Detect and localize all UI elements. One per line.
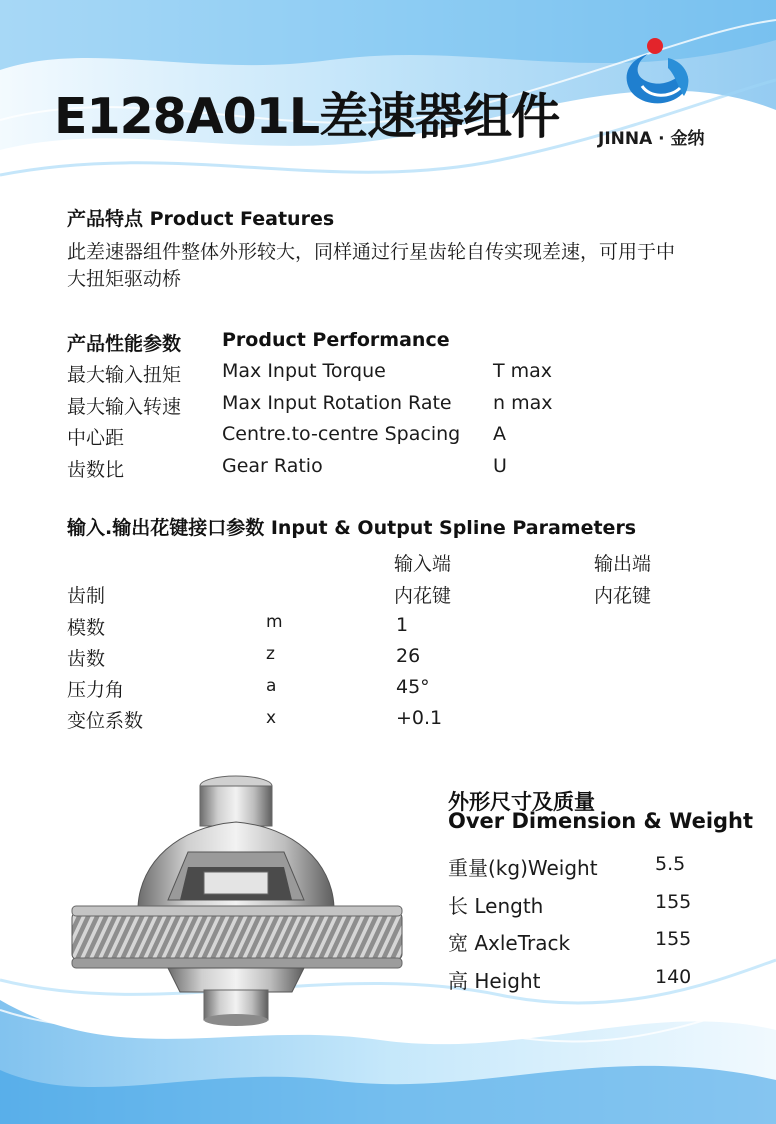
dimension-row-value: 155 bbox=[655, 891, 692, 913]
performance-row-symbol: U bbox=[493, 455, 507, 477]
spline-row-input: 45° bbox=[396, 676, 430, 698]
dimension-row-value: 5.5 bbox=[655, 853, 686, 875]
performance-row-symbol: T max bbox=[493, 360, 553, 382]
dimension-row-value: 140 bbox=[655, 966, 692, 988]
spline-row-input: 1 bbox=[396, 614, 409, 636]
dimension-row-label: 高 Height bbox=[448, 969, 541, 993]
features-heading: 产品特点 Product Features bbox=[67, 208, 335, 230]
spline-row-input: 26 bbox=[396, 645, 421, 667]
features-description-line-1: 此差速器组件整体外形较大，同样通过行星齿轮自传实现差速，可用于中 bbox=[67, 241, 676, 263]
spline-heading: 输入.输出花键接口参数 Input & Output Spline Parameters bbox=[67, 517, 637, 539]
dimension-row-label: 宽 AxleTrack bbox=[448, 931, 571, 955]
spline-row-symbol: a bbox=[266, 676, 277, 696]
performance-row-cn: 最大输入扭矩 bbox=[67, 364, 182, 386]
spline-row-output: 内花键 bbox=[594, 585, 652, 607]
spline-row-label: 齿制 bbox=[67, 585, 106, 607]
spline-row-symbol: x bbox=[266, 708, 277, 728]
spline-row-input: +0.1 bbox=[396, 707, 443, 729]
spline-row-label: 模数 bbox=[67, 617, 106, 639]
spline-row-input: 内花键 bbox=[394, 585, 452, 607]
dimension-row-value: 155 bbox=[655, 928, 692, 950]
spline-col-input: 输入端 bbox=[394, 553, 452, 575]
performance-row-en: Gear Ratio bbox=[222, 455, 323, 477]
performance-row-symbol: A bbox=[493, 423, 506, 445]
spline-row-label: 压力角 bbox=[67, 679, 125, 701]
performance-row-symbol: n max bbox=[493, 392, 553, 414]
spline-row-symbol: z bbox=[266, 644, 275, 664]
features-description-line-2: 大扭矩驱动桥 bbox=[67, 268, 182, 290]
page-title: E128A01L差速器组件 bbox=[54, 88, 560, 145]
differential-assembly-image bbox=[68, 772, 406, 1028]
spline-row-label: 齿数 bbox=[67, 648, 106, 670]
brand-name: JINNA · 金纳 bbox=[598, 129, 705, 149]
dimension-heading-cn: 外形尺寸及质量 bbox=[448, 790, 595, 814]
spline-col-output: 输出端 bbox=[594, 553, 652, 575]
jinna-logo bbox=[618, 36, 700, 118]
performance-row-en: Max Input Torque bbox=[222, 360, 386, 382]
performance-row-en: Max Input Rotation Rate bbox=[222, 392, 452, 414]
performance-heading-en: Product Performance bbox=[222, 329, 450, 351]
spline-row-symbol: m bbox=[266, 612, 283, 632]
performance-row-en: Centre.to-centre Spacing bbox=[222, 423, 461, 445]
spline-row-label: 变位系数 bbox=[67, 710, 144, 732]
dimension-row-label: 长 Length bbox=[448, 894, 544, 918]
performance-heading-cn: 产品性能参数 bbox=[67, 333, 182, 355]
performance-row-cn: 中心距 bbox=[67, 427, 125, 449]
dimension-heading-en: Over Dimension & Weight bbox=[448, 809, 754, 833]
performance-row-cn: 最大输入转速 bbox=[67, 396, 182, 418]
performance-row-cn: 齿数比 bbox=[67, 459, 125, 481]
dimension-row-label: 重量(kg)Weight bbox=[448, 856, 598, 880]
